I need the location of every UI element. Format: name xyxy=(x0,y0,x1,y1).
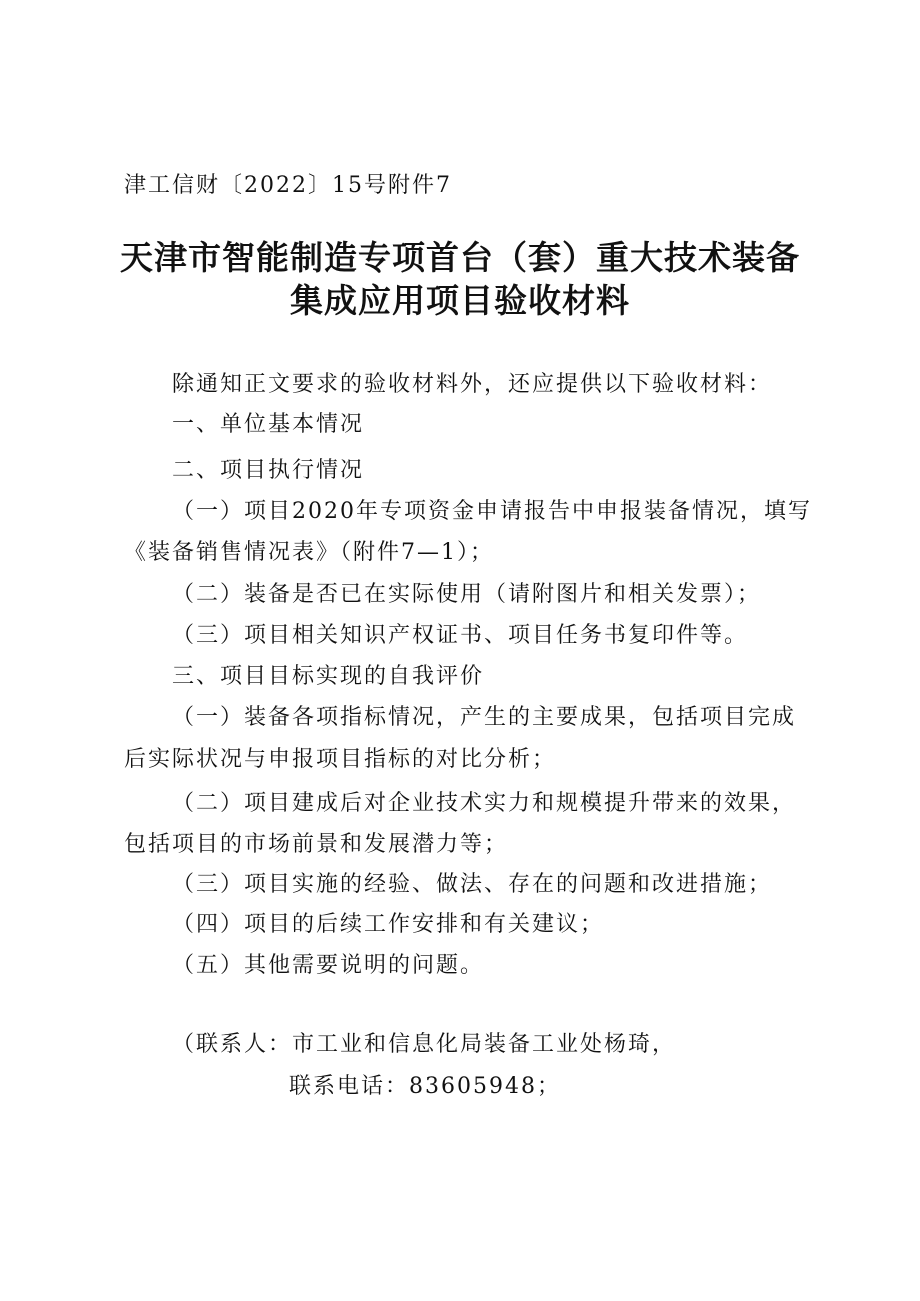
section-3-item-5: （五）其他需要说明的问题。 xyxy=(172,953,485,978)
section-3-item-4: （四）项目的后续工作安排和有关建议； xyxy=(172,912,605,937)
intro-paragraph: 除通知正文要求的验收材料外，还应提供以下验收材料： xyxy=(172,372,773,397)
section-2-item-3: （三）项目相关知识产权证书、项目任务书复印件等。 xyxy=(172,623,749,648)
section-2-item-1-line-2: 《装备销售情况表》（附件7—1）； xyxy=(124,540,494,565)
section-heading-1: 一、单位基本情况 xyxy=(172,412,365,437)
section-2-item-1-line-1: （一）项目2020年专项资金申请报告中申报装备情况，填写 xyxy=(172,499,812,524)
contact-person: （联系人：市工业和信息化局装备工业处杨琦， xyxy=(172,1032,677,1057)
section-2-item-2: （二）装备是否已在实际使用（请附图片和相关发票）； xyxy=(172,582,762,607)
contact-phone: 联系电话：83605948； xyxy=(289,1074,561,1099)
section-3-item-3: （三）项目实施的经验、做法、存在的问题和改进措施； xyxy=(172,872,773,897)
section-3-item-2-line-2: 包括项目的市场前景和发展潜力等； xyxy=(124,832,509,857)
section-heading-3: 三、项目目标实现的自我评价 xyxy=(172,664,485,689)
section-3-item-2-line-1: （二）项目建成后对企业技术实力和规模提升带来的效果， xyxy=(172,791,797,816)
doc-title-line-2: 集成应用项目验收材料 xyxy=(290,281,630,320)
section-3-item-1-line-1: （一）装备各项指标情况，产生的主要成果，包括项目完成 xyxy=(172,705,797,730)
section-3-item-1-line-2: 后实际状况与申报项目指标的对比分析； xyxy=(124,747,557,772)
section-heading-2: 二、项目执行情况 xyxy=(172,458,365,483)
doc-reference: 津工信财〔2022〕15号附件7 xyxy=(124,173,452,198)
doc-title-line-1: 天津市智能制造专项首台（套）重大技术装备 xyxy=(120,238,800,277)
